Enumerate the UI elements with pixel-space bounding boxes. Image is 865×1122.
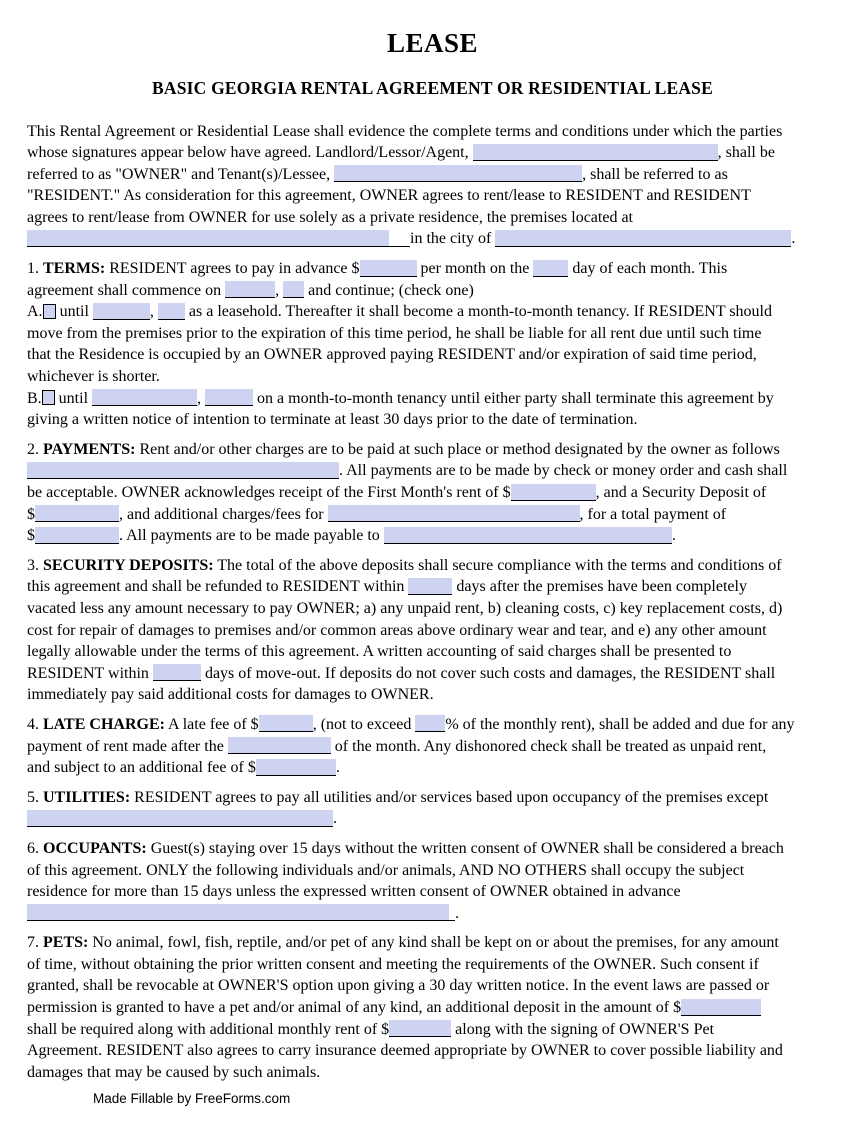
text-line — [27, 598, 838, 620]
text-run: $ — [27, 527, 35, 545]
premises-city-field[interactable] — [495, 230, 791, 247]
text-run: move from the premises prior to the expiration of this time period, he shall be liable for all rent due until such time — [27, 324, 762, 342]
commence-date-field[interactable] — [225, 281, 275, 298]
monthly-rent-amount-field[interactable] — [360, 260, 417, 277]
text-run: granted, shall be revocable at OWNER'S option upon giving a 30 day written notice. In the event laws are passed or — [27, 977, 770, 995]
text-run: Agreement. RESIDENT also agrees to carry insurance deemed appropriate by OWNER to cover possible liability and — [27, 1042, 783, 1060]
document-title: LEASE — [386, 28, 479, 58]
text-run: in the city of — [410, 230, 496, 248]
text-run: Guest(s) staying over 15 days without the written consent of OWNER shall be considered a breach — [146, 839, 784, 857]
text-run: per month on the — [416, 260, 534, 278]
landlord-lessor-agent-field[interactable] — [473, 144, 718, 161]
paragraph-utilities — [27, 787, 838, 830]
text-line — [27, 714, 838, 736]
text-run: 1. — [27, 260, 43, 278]
late-fee-percent-field[interactable] — [415, 715, 445, 732]
option-b-checkbox[interactable] — [42, 390, 55, 405]
text-run: days of move-out. If deposits do not cover such costs and damages, the RESIDENT shall — [200, 664, 776, 682]
text-line — [27, 787, 838, 809]
paragraph-terms — [27, 258, 838, 431]
text-run: damages that may be caused by such animals. — [27, 1063, 321, 1081]
text-run: A. — [27, 303, 43, 321]
text-run: vacated less any amount necessary to pay OWNER; a) any unpaid rent, b) cleaning costs, c) key replacement costs, d) — [27, 599, 783, 617]
text-line — [27, 684, 838, 706]
paragraph-payments — [27, 439, 838, 547]
text-run: day of each month. This — [568, 260, 728, 278]
text-run: 6. — [27, 839, 43, 857]
month-to-month-until-year-field[interactable] — [205, 389, 253, 406]
text-run: agrees to rent/lease from OWNER for use solely as a private residence, the premises located at — [27, 208, 633, 226]
text-run: , — [275, 281, 284, 299]
text-run: 2. — [27, 440, 43, 458]
late-after-day-field[interactable] — [228, 737, 331, 754]
text-run: . — [335, 759, 340, 777]
text-line — [27, 576, 838, 598]
text-run: along with the signing of OWNER'S Pet — [451, 1020, 715, 1038]
premises-address-field[interactable] — [27, 230, 410, 247]
security-deposit-field[interactable] — [35, 505, 119, 522]
text-run: until — [55, 303, 93, 321]
text-run: . — [671, 527, 676, 545]
section-heading: TERMS: — [43, 260, 106, 278]
text-run: and continue; (check one) — [304, 281, 474, 299]
text-run: be acceptable. OWNER acknowledges receipt of the First Month's rent of $ — [27, 484, 511, 501]
commence-year-field[interactable] — [283, 281, 304, 298]
text-run: 7. — [27, 934, 43, 952]
text-line — [27, 555, 838, 577]
text-run: The total of the above deposits shall secure compliance with the terms and conditions of — [213, 556, 782, 574]
text-line — [27, 228, 838, 250]
text-run: until — [54, 389, 93, 407]
text-line — [27, 997, 838, 1019]
text-run: referred to as "OWNER" and Tenant(s)/Lessee, — [27, 165, 335, 183]
text-run: days after the premises have been completely — [452, 578, 747, 596]
text-line — [27, 439, 838, 461]
text-line — [27, 1062, 838, 1084]
text-run: RESIDENT agrees to pay all utilities and/or services based upon occupancy of the premises except — [130, 788, 769, 806]
payments-payable-to-field[interactable] — [384, 527, 672, 544]
section-heading: UTILITIES: — [43, 788, 131, 806]
text-run: whose signatures appear below have agreed. Landlord/Lessor/Agent, — [27, 144, 473, 162]
text-run: residence for more than 15 days unless the expressed written consent of OWNER obtained in advance — [27, 883, 681, 901]
text-line — [27, 838, 838, 860]
text-run: of time, without obtaining the prior written consent and meeting the requirements of the OWNER. Such consent if — [27, 955, 759, 973]
text-line — [27, 1040, 838, 1062]
late-fee-amount-field[interactable] — [259, 715, 313, 732]
text-run: No animal, fowl, fish, reptile, and/or pet of any kind shall be kept on or about the premises, for any amount — [88, 934, 779, 952]
text-line — [27, 482, 838, 504]
rent-due-day-field[interactable] — [533, 260, 568, 277]
utilities-exceptions-field[interactable] — [27, 810, 333, 827]
text-run: Rent and/or other charges are to be paid at such place or method designated by the owner as follows — [135, 440, 780, 458]
occupants-list-field[interactable] — [27, 904, 455, 921]
text-line — [27, 258, 838, 280]
text-run: . — [455, 904, 459, 922]
text-run: this agreement and shall be refunded to RESIDENT within — [27, 578, 409, 596]
text-run: $ — [27, 505, 35, 523]
text-line — [27, 142, 838, 164]
text-line — [27, 1019, 838, 1041]
text-line — [27, 366, 838, 388]
text-run: permission is granted to have a pet and/or animal of any kind, an additional deposit in the amount of $ — [27, 999, 682, 1017]
text-line — [27, 525, 838, 547]
text-run: . — [333, 810, 337, 828]
section-heading: PETS: — [43, 934, 89, 952]
text-line — [27, 344, 838, 366]
text-line — [27, 736, 838, 758]
text-line — [27, 388, 838, 410]
paragraph-pets — [27, 932, 838, 1083]
section-heading: LATE CHARGE: — [43, 715, 165, 733]
text-run: immediately pay said additional costs for damages to OWNER. — [27, 686, 434, 704]
text-line — [27, 757, 838, 779]
payment-place-method-field[interactable] — [27, 462, 339, 479]
text-line — [27, 954, 838, 976]
text-line — [27, 641, 838, 663]
text-run: of this agreement. ONLY the following individuals and/or animals, AND NO OTHERS shall occupy the subject — [27, 861, 745, 879]
text-run: of the month. Any dishonored check shall be treated as unpaid rent, — [330, 737, 767, 755]
text-line — [27, 323, 838, 345]
text-run: on a month-to-month tenancy until either party shall terminate this agreement by — [253, 389, 774, 407]
text-line — [27, 207, 838, 229]
text-run: , shall be referred to as — [582, 165, 728, 183]
text-run: as a leasehold. Thereafter it shall become a month-to-month tenancy. If RESIDENT should — [184, 303, 772, 321]
text-line — [27, 460, 838, 482]
text-run: A late fee of $ — [164, 715, 259, 733]
text-run: whichever is shorter. — [27, 368, 160, 386]
text-line — [27, 121, 838, 143]
text-run: , for a total payment of — [579, 505, 727, 523]
text-line — [27, 409, 838, 431]
leasehold-until-date-field[interactable] — [93, 303, 150, 320]
section-heading: SECURITY DEPOSITS: — [43, 556, 214, 574]
text-run: . — [791, 230, 796, 248]
text-run: , (not to exceed — [312, 715, 416, 733]
text-run: , — [149, 303, 158, 321]
paragraph-occupants — [27, 838, 838, 924]
text-line — [27, 860, 838, 882]
text-run: and subject to an additional fee of $ — [27, 759, 256, 777]
additional-charges-for-field[interactable] — [328, 505, 580, 522]
month-to-month-until-date-field[interactable] — [92, 389, 197, 406]
text-run: B. — [27, 389, 42, 407]
text-run: , and a Security Deposit of — [595, 484, 767, 501]
text-run: 3. — [27, 556, 43, 574]
text-run: RESIDENT within — [27, 664, 153, 682]
tenant-lessee-field[interactable] — [334, 165, 582, 182]
refund-days-field[interactable] — [408, 578, 452, 595]
document-body — [27, 121, 838, 1084]
text-line — [27, 808, 838, 830]
paragraph-late-charge — [27, 714, 838, 779]
text-line — [27, 975, 838, 997]
text-line — [27, 504, 838, 526]
total-payment-field[interactable] — [35, 527, 119, 544]
text-run: agreement shall commence on — [27, 281, 226, 299]
option-a-checkbox[interactable] — [43, 304, 56, 319]
document-subtitle: BASIC GEORGIA RENTAL AGREEMENT OR RESIDENTIAL LEASE — [152, 78, 713, 98]
text-run: "RESIDENT." As consideration for this agreement, OWNER agrees to rent/lease to RESIDENT and RESIDENT — [27, 187, 751, 205]
text-run: 4. — [27, 715, 43, 733]
paragraph-intro — [27, 121, 838, 251]
text-line — [27, 620, 838, 642]
text-line — [27, 932, 838, 954]
footer-credit: Made Fillable by FreeForms.com — [93, 1091, 291, 1107]
text-line — [27, 881, 838, 903]
text-run: legally allowable under the terms of this agreement. A written accounting of said charges shall be presented to — [27, 643, 732, 661]
text-run: 5. — [27, 788, 43, 806]
text-line — [27, 663, 838, 685]
leasehold-until-year-field[interactable] — [158, 303, 185, 320]
pet-monthly-rent-field[interactable] — [389, 1020, 451, 1037]
text-run: . All payments are to be made by check or money order and cash shall — [339, 462, 788, 480]
section-heading: PAYMENTS: — [43, 440, 136, 458]
text-run: This Rental Agreement or Residential Lease shall evidence the complete terms and conditions under which the parties — [27, 122, 783, 140]
first-month-rent-field[interactable] — [511, 484, 596, 501]
text-run: , shall be — [717, 144, 775, 162]
pet-deposit-amount-field[interactable] — [681, 999, 761, 1016]
text-run: giving a written notice of intention to terminate at least 30 days prior to the date of termination. — [27, 411, 638, 429]
text-run: , — [197, 389, 206, 407]
text-run: RESIDENT agrees to pay in advance $ — [105, 260, 360, 278]
text-run: % of the monthly rent), shall be added and due for any — [445, 715, 795, 733]
accounting-days-field[interactable] — [153, 664, 201, 681]
text-run: payment of rent made after the — [27, 737, 228, 755]
paragraph-security-deposits — [27, 555, 838, 706]
dishonored-check-fee-field[interactable] — [256, 759, 336, 776]
text-run: . All payments are to be made payable to — [119, 527, 384, 545]
text-run: , and additional charges/fees for — [119, 505, 328, 523]
section-heading: OCCUPANTS: — [43, 839, 147, 857]
text-line — [27, 280, 838, 302]
text-run: that the Residence is occupied by an OWNER approved paying RESIDENT and/or expiration of said time period, — [27, 346, 757, 364]
text-run: shall be required along with additional monthly rent of $ — [27, 1020, 390, 1038]
text-run: cost for repair of damages to premises and/or common areas above ordinary wear and tear, and e) any other amount — [27, 621, 767, 639]
text-line — [27, 301, 838, 323]
text-line — [27, 164, 838, 186]
text-line — [27, 903, 838, 925]
text-line — [27, 185, 838, 207]
